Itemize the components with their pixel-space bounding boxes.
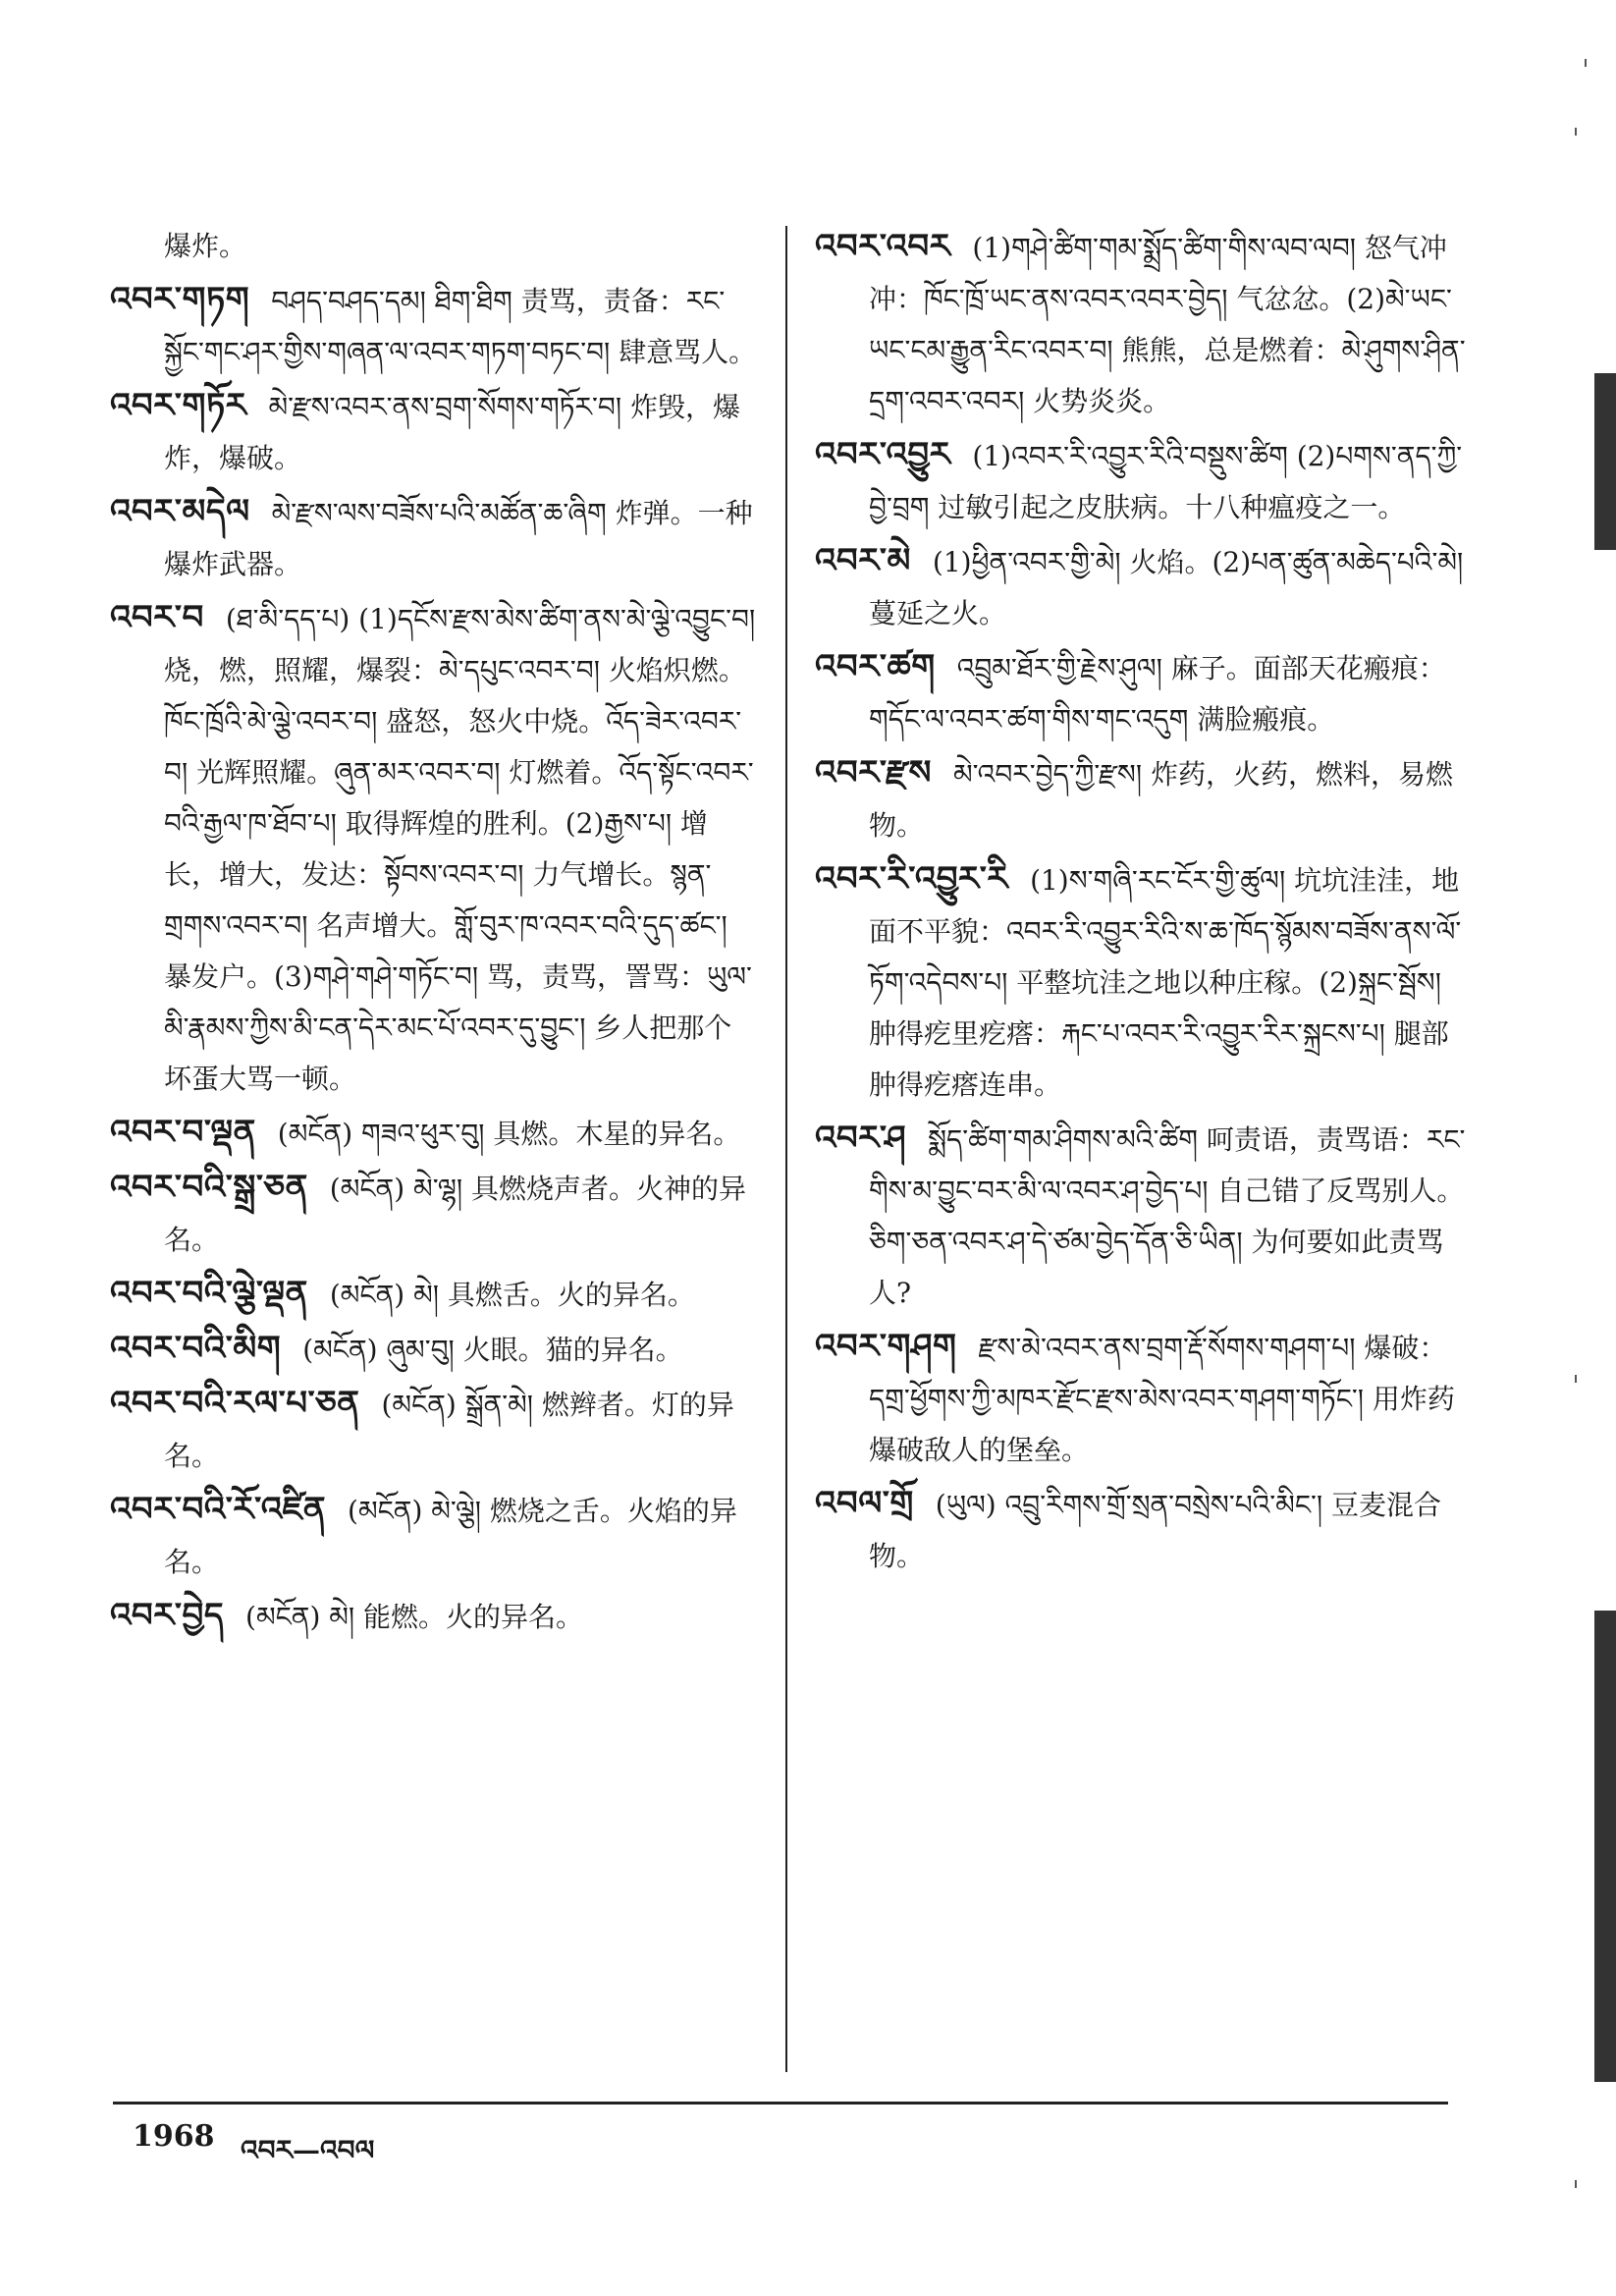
entry-text: བཤད་བཤད་དམ། ཐིག་ཐིག 责骂，责备：རང་སྐྱོང་གང་ཤར་གྱིས་གཞན་ལ་འབར་གཏག་བཏང་བ། 肆意骂人。 bbox=[164, 285, 757, 368]
headword: འབར་འབར bbox=[815, 227, 951, 266]
dictionary-entry bbox=[815, 1113, 1473, 1319]
headword: འབར་རྫས bbox=[815, 753, 932, 793]
dictionary-entry bbox=[815, 747, 1473, 851]
dictionary-entry bbox=[110, 274, 758, 378]
dictionary-entry bbox=[110, 1323, 758, 1376]
headword: འབལ་གྲོ bbox=[815, 1484, 914, 1523]
running-head: འབར—འབལ bbox=[241, 2134, 375, 2166]
headword: འབར་བ་ལྡན bbox=[110, 1113, 256, 1152]
dictionary-entry bbox=[110, 1162, 758, 1266]
entry-text: མེ་རྫས་འབར་ནས་བྲག་སོགས་གཏོར་བ། 炸毁，爆炸，爆破。 bbox=[164, 391, 740, 474]
entry-text: (1)ཕྱིན་འབར་གྱི་མེ། 火焰。(2)པན་ཚུན་མཆེད་པའི་མེ། 蔓延之火。 bbox=[869, 546, 1464, 629]
entry-text: (མངོན) མེ། 能燃。火的异名。 bbox=[245, 1601, 584, 1633]
scan-speck bbox=[1585, 59, 1587, 67]
headword: འབར་འབྱུར bbox=[815, 435, 951, 474]
headword: འབར་མདེལ bbox=[110, 492, 250, 531]
entry-text: 爆炸。 bbox=[164, 230, 247, 262]
binding-edge-mark bbox=[1594, 1611, 1616, 2082]
headword: འབར་མེ bbox=[815, 541, 911, 580]
dictionary-entry bbox=[110, 1484, 758, 1588]
dictionary-entry bbox=[110, 221, 758, 272]
scan-speck bbox=[1575, 2180, 1577, 2188]
entry-text: འབྲུམ་ཐོར་གྱི་རྗེས་ཤུལ། 麻子。面部天花瘢痕：གདོང་ལ་འབར་ཚག་གིས་གང་འདུག 满脸瘢痕。 bbox=[869, 652, 1446, 736]
dictionary-entry bbox=[815, 1478, 1473, 1582]
dictionary-entry bbox=[110, 592, 758, 1105]
dictionary-entry bbox=[110, 1268, 758, 1321]
entry-text: (1)ས་གཞི་རང་ངོར་གྱི་ཚུལ། 坑坑洼洼，地面不平貌：འབར་རི་འབྱུར་རིའི་ས་ཆ་ཁོད་སྙོམས་བཟོས་ནས་ལོ་ཏོག་འདེབས་པ། 平整坑洼之地以种庄稼。(2)སྐྲང་སྦོས། 肿得疙里疙瘩：རྐང་པ་འབར་རི་འབྱུར་རིར་སྐྲངས་པ། 腿部肿得疙瘩连串。 bbox=[869, 864, 1462, 1101]
scan-speck bbox=[1575, 128, 1577, 136]
headword: འབར་བའི་རལ་པ་ཅན bbox=[110, 1384, 360, 1423]
headword: འབར་གཤག bbox=[815, 1327, 957, 1366]
dictionary-entry bbox=[815, 1321, 1473, 1476]
entry-text: སྨོད་ཚིག་གམ་ཤིགས་མའི་ཚིག 呵责语，责骂语：རང་གིས་མ་བྱུང་བར་མི་ལ་འབར་ཤ་བྱེད་པ། 自己错了反骂别人。ཅིག་ཅན་འབར་ཤ་དེ་ཙམ་བྱེད་དོན་ཅི་ཡིན། 为何要如此责骂人? bbox=[869, 1123, 1466, 1309]
right-column bbox=[815, 221, 1473, 1584]
scan-speck bbox=[1575, 1375, 1577, 1383]
dictionary-entry bbox=[110, 1378, 758, 1482]
dictionary-entry bbox=[110, 1107, 758, 1160]
entry-text: མེ་འབར་བྱེད་ཀྱི་རྫས། 炸药，火药，燃料，易燃物。 bbox=[869, 758, 1453, 842]
left-column bbox=[110, 221, 758, 1645]
dictionary-entry bbox=[815, 641, 1473, 745]
dictionary-entry bbox=[815, 535, 1473, 639]
headword: འབར་བ bbox=[110, 598, 204, 637]
column-divider bbox=[785, 226, 787, 2072]
entry-text: (མངོན) མེ་ལྕེ། 燃烧之舌。火焰的异名。 bbox=[164, 1495, 737, 1578]
entry-text: (1)གཤེ་ཚིག་གམ་སྨྲོད་ཚིག་གིས་ལབ་ལབ། 怒气冲冲：ཁོང་ཁྲོ་ཡང་ནས་འབར་འབར་བྱེད། 气忿忿。(2)མེ་ཡང་ཡང་ངམ་རྒྱུན་རིང་འབར་བ། 熊熊，总是燃着：མེ་ཤུགས་ཤིན་དྲག་འབར་འབར། 火势炎炎。 bbox=[869, 232, 1466, 417]
headword: འབར་རི་འབྱུར་རི bbox=[815, 859, 1009, 899]
dictionary-entry bbox=[110, 1590, 758, 1643]
headword: འབར་བའི་ལྕེ་ལྡན bbox=[110, 1274, 308, 1313]
entry-text: (ཡུལ) འབྲུ་རིགས་གྲོ་སྲན་བསྲེས་པའི་མིང་། 豆麦混合物。 bbox=[869, 1489, 1441, 1572]
headword: འབར་བའི་མིག bbox=[110, 1329, 282, 1368]
headword: འབར་བའི་སྒྲ་ཅན bbox=[110, 1168, 308, 1207]
headword: འབར་གཏག bbox=[110, 280, 250, 319]
entry-text: རྫས་མེ་འབར་ནས་བྲག་རྡོ་སོགས་གཤག་པ། 爆破：དགྲ་ཕྱོགས་ཀྱི་མཁར་རྫོང་རྫས་མེས་འབར་གཤག་གཏོང་། 用炸药爆破敌人的堡垒。 bbox=[869, 1332, 1455, 1466]
page-number: 1968 bbox=[133, 2119, 215, 2154]
dictionary-entry bbox=[815, 221, 1473, 427]
binding-edge-mark bbox=[1594, 373, 1616, 550]
headword: འབར་ཚག bbox=[815, 647, 936, 686]
headword: འབར་བྱེད bbox=[110, 1596, 225, 1635]
headword: འབར་ཤ bbox=[815, 1119, 907, 1158]
entry-text: (མངོན) གཟའ་ཕུར་བུ། 具燃。木星的异名。 bbox=[277, 1118, 741, 1150]
entry-text: (1)འབར་རི་འབྱུར་རིའི་བསྡུས་ཚིག (2)པགས་ནད་ཀྱི་བྱེ་བྲག 过敏引起之皮肤病。十八种瘟疫之一。 bbox=[869, 440, 1463, 523]
entry-text: (མངོན) མེ། 具燃舌。火的异名。 bbox=[329, 1279, 695, 1311]
headword: འབར་གཏོར bbox=[110, 386, 247, 425]
dictionary-entry bbox=[110, 380, 758, 484]
footer-rule bbox=[113, 2102, 1448, 2105]
entry-text: (ཐ་མི་དད་པ) (1)དངོས་རྫས་མེས་ཚིག་ནས་མེ་ལྕེ་འབྱུང་བ། 烧，燃，照耀，爆裂：མེ་དཔུང་འབར་བ། 火焰炽燃。ཁོང་ཁྲོའི་མེ་ལྕེ་འབར་བ། 盛怒，怒火中烧。འོད་ཟེར་འབར་བ། 光辉照耀。ཞུན་མར་འབར་བ། 灯燃着。འོད་སྟོང་འབར་བའི་རྒྱལ་ཁ་ཐོབ་པ། 取得辉煌的胜利。(2)རྒྱས་པ། 增长，增大，发达：སྟོབས་འབར་བ། 力气增长。སྙན་གྲགས་འབར་བ། 名声增大。གློ་བུར་ཁ་འབར་བའི་དུད་ཚང་། 暴发户。(3)གཤེ་གཤེ་གཏོང་བ། 骂，责骂，詈骂：ཡུལ་མི་རྣམས་ཀྱིས་མི་ངན་དེར་མང་པོ་འབར་དུ་བྱུང་། 乡人把那个坏蛋大骂一顿。 bbox=[164, 603, 756, 1095]
headword: འབར་བའི་ཪོ་འཛིན bbox=[110, 1490, 327, 1529]
dictionary-entry bbox=[815, 429, 1473, 533]
entry-text: (མངོན) ཞུམ་བུ། 火眼。猫的异名。 bbox=[302, 1334, 683, 1366]
dictionary-entry bbox=[815, 853, 1473, 1111]
dictionary-entry bbox=[110, 486, 758, 590]
entry-text: (མངོན) མེ་ལྷ། 具燃烧声者。火神的异名。 bbox=[164, 1173, 747, 1256]
entry-text: མེ་རྫས་ལས་བཟོས་པའི་མཚོན་ཆ་ཞིག 炸弹。一种爆炸武器。 bbox=[164, 497, 753, 580]
entry-text: (མངོན) སྒྲོན་མེ། 燃辫者。灯的异名。 bbox=[164, 1389, 734, 1472]
